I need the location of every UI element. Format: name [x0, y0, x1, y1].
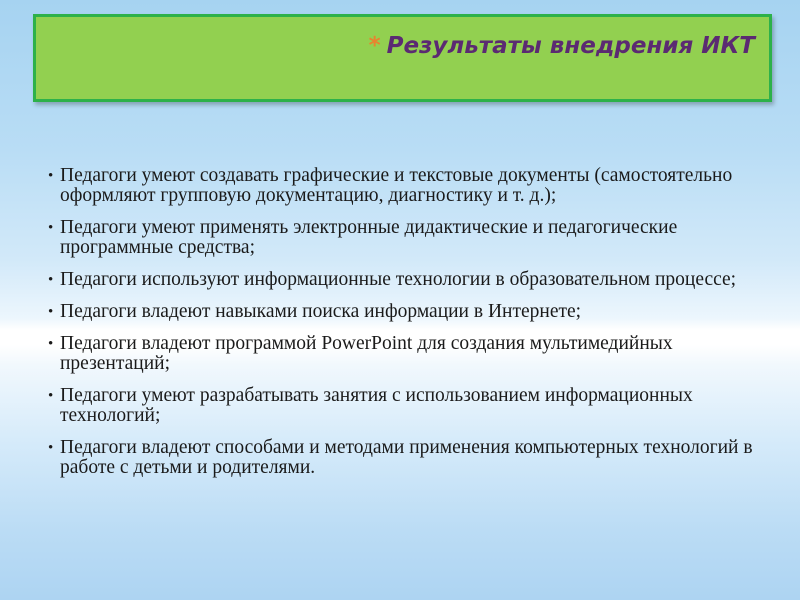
list-item-text: Педагоги владеют навыками поиска информации в Интернете; [60, 301, 582, 322]
list-item [48, 302, 768, 322]
list-item [48, 218, 768, 258]
list-item [48, 270, 768, 290]
bullet-icon: • [48, 168, 54, 184]
slide-title-text: Результаты внедрения ИКТ [386, 33, 755, 59]
bullet-icon: • [48, 272, 54, 288]
title-box [33, 14, 772, 102]
list-item [48, 438, 768, 478]
bullet-list [48, 166, 768, 490]
list-item-text: Педагоги умеют разрабатывать занятия с использованием информационных технологий; [60, 385, 693, 426]
slide-title [369, 33, 755, 59]
list-item [48, 386, 768, 426]
list-item-text: Педагоги умеют применять электронные дидактические и педагогические программные средства; [60, 217, 678, 258]
bullet-icon: • [48, 440, 54, 456]
list-item-text: Педагоги владеют программой PowerPoint для создания мультимедийных презентаций; [60, 333, 673, 374]
list-item [48, 166, 768, 206]
bullet-icon: • [48, 220, 54, 236]
title-star-icon: * [368, 33, 381, 59]
bullet-icon: • [48, 388, 54, 404]
bullet-icon: • [48, 304, 54, 320]
bullet-icon: • [48, 336, 54, 352]
list-item-text: Педагоги используют информационные технологии в образовательном процессе; [60, 269, 737, 290]
list-item-text: Педагоги владеют способами и методами применения компьютерных технологий в работе с детьми и родителями. [60, 437, 753, 478]
list-item-text: Педагоги умеют создавать графические и текстовые документы (самостоятельно оформляют групповую документацию, диагностику и т. д.); [60, 165, 733, 206]
list-item [48, 334, 768, 374]
